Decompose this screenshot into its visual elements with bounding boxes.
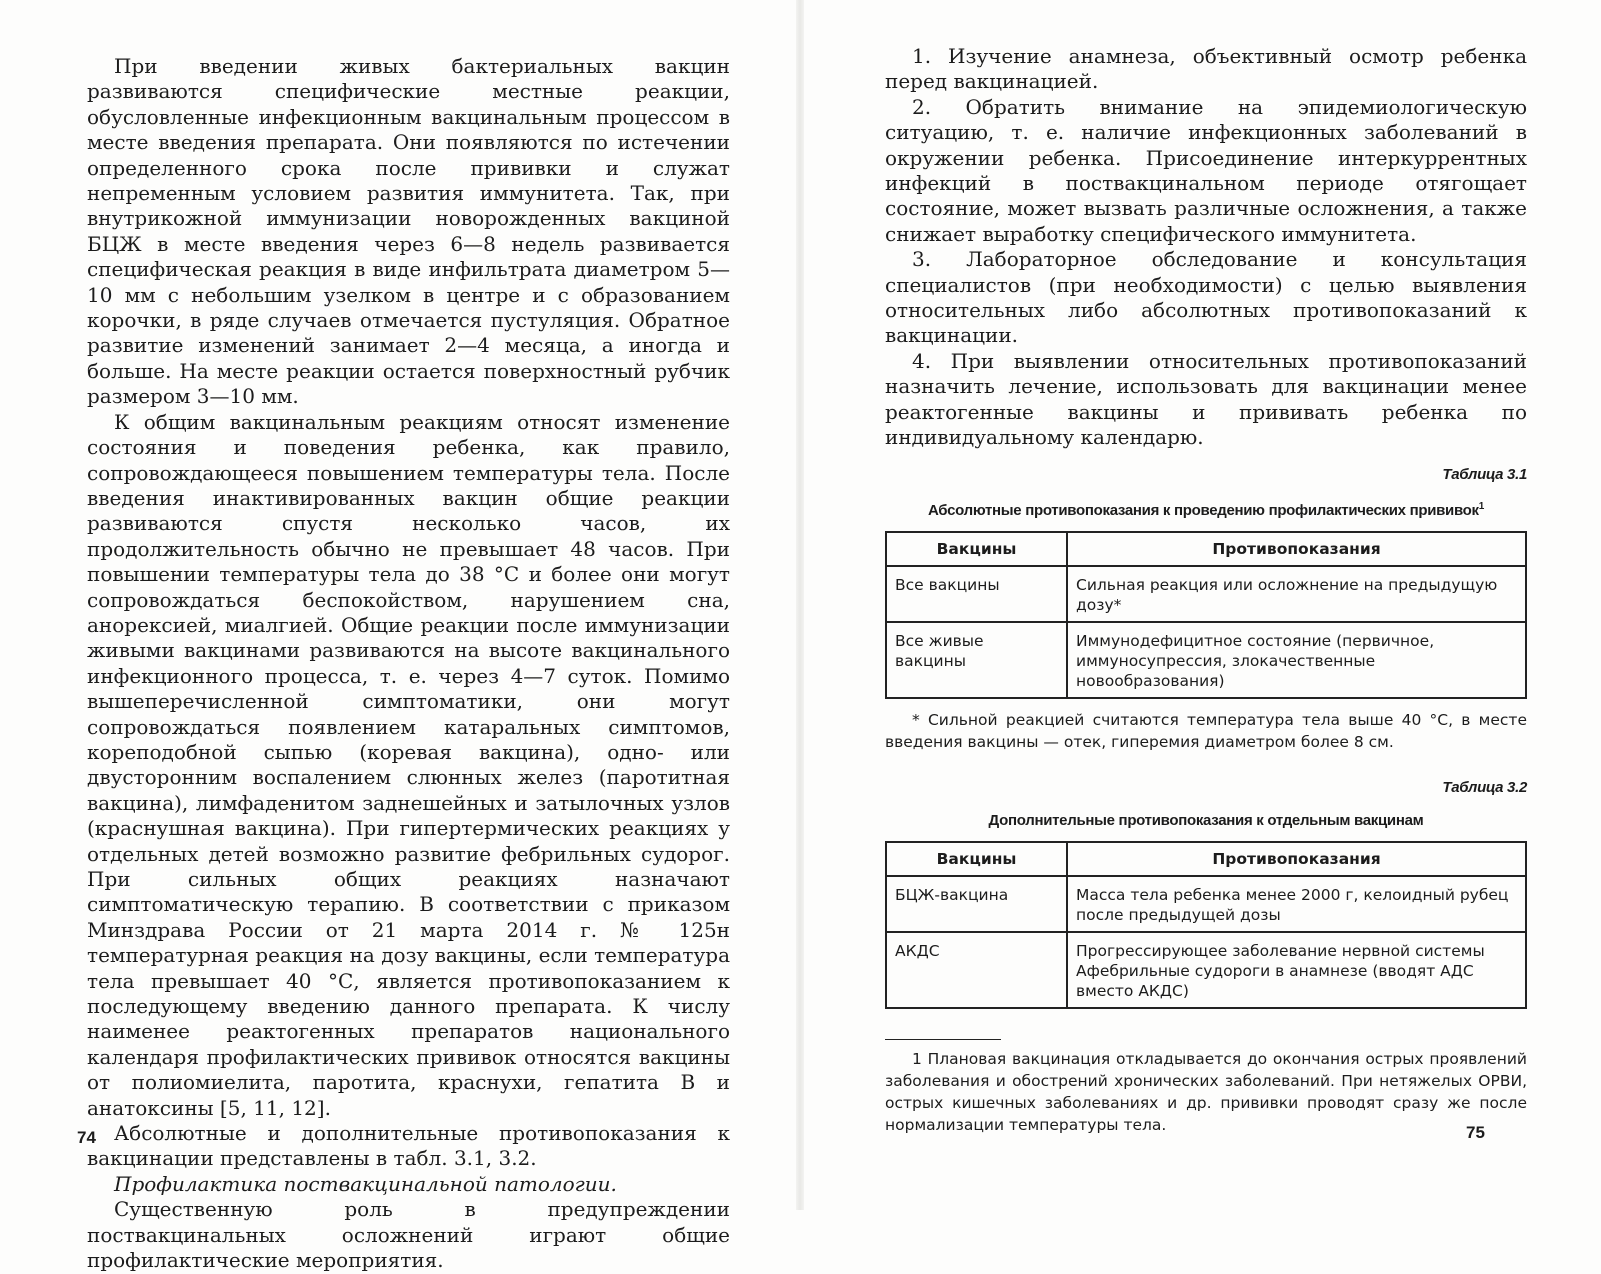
footnote-rule xyxy=(885,1039,1001,1040)
table-title: Дополнительные противопоказания к отдельным вакцинам xyxy=(988,811,1424,829)
list-item: 4. При выявлении относительных противопоказаний назначить лечение, использовать для вакцинации менее реактогенные вакцины и прививать ребенка по индивидуальному календарю. xyxy=(885,348,1527,450)
page-number: 75 xyxy=(1466,1123,1485,1142)
table-cell: АКДС xyxy=(886,932,1067,1008)
list-item: 2. Обратить внимание на эпидемиологическую ситуацию, т. е. наличие инфекционных заболеваний в окружении ребенка. Присоединение интеркуррентных инфекций в поствакцинальном периоде отягощает состояние, может вызвать различные осложнения, а также снижает выработку специфического иммунитета. xyxy=(885,94,1527,246)
table-row xyxy=(886,622,1526,698)
table-header: Противопоказания xyxy=(1067,842,1526,876)
list-item: 1. Изучение анамнеза, объективный осмотр ребенка перед вакцинацией. xyxy=(885,44,1527,94)
footnote-marker: 1 xyxy=(1478,500,1485,512)
footnote: 1 Плановая вакцинация откладывается до окончания острых проявлений заболевания и обострений хронических заболеваний. При нетяжелых ОРВИ, острых кишечных заболеваниях и др. прививки проводят сразу же после нормализации температуры тела. xyxy=(885,1050,1527,1135)
table-cell: БЦЖ-вакцина xyxy=(886,876,1067,932)
table-title-text: Абсолютные противопоказания к проведению профилактических прививок xyxy=(927,501,1479,519)
table-number: Таблица 3.1 xyxy=(1442,465,1527,483)
table-title xyxy=(885,494,1527,523)
left-text-column xyxy=(87,54,730,1274)
table-cell: Масса тела ребенка менее 2000 г, келоидный рубец после предыдущей дозы xyxy=(1067,876,1526,932)
section-heading: Профилактика поствакцинальной патологии. xyxy=(114,1171,617,1196)
table-cell: Сильная реакция или осложнение на предыдущую дозу* xyxy=(1067,566,1526,622)
left-page xyxy=(0,0,800,1273)
contraindications-table-additional xyxy=(885,841,1527,1009)
paragraph: Абсолютные и дополнительные противопоказания к вакцинации представлены в табл. 3.1, 3.2. xyxy=(87,1121,730,1171)
table-row xyxy=(886,932,1526,1008)
right-page xyxy=(800,0,1601,1210)
table-cell: Все живые вакцины xyxy=(886,622,1067,698)
table-cell: Иммунодефицитное состояние (первичное, иммуносупрессия, злокачественные новообразования) xyxy=(1067,622,1526,698)
table-header: Вакцины xyxy=(886,532,1067,566)
table-row xyxy=(886,566,1526,622)
paragraph: Существенную роль в предупреждении поствакцинальных осложнений играют общие профилактические мероприятия. xyxy=(87,1197,730,1273)
table-header: Вакцины xyxy=(886,842,1067,876)
table-header: Противопоказания xyxy=(1067,532,1526,566)
right-text-column xyxy=(885,44,1527,1136)
table-number: Таблица 3.2 xyxy=(1442,779,1527,797)
table-note: * Сильной реакцией считаются температура тела выше 40 °С, в месте введения вакцины — отек, гиперемия диаметром более 8 см. xyxy=(885,711,1527,752)
page-number: 74 xyxy=(77,1128,96,1147)
table-header-row xyxy=(886,842,1526,876)
paragraph: При введении живых бактериальных вакцин развиваются специфические местные реакции, обусловленные инфекционным вакцинальным процессом в месте введения препарата. Они появляются по истечении определенного срока после прививки и служат непременным условием развития иммунитета. Так, при внутрикожной иммунизации новорожденных вакциной БЦЖ в месте введения через 6—8 недель развивается специфическая реакция в виде инфильтрата диаметром 5—10 мм с небольшим узелком в центре и с образованием корочки, в ряде случаев отмечается пустуляция. Обратное развитие изменений занимает 2—4 месяца, а иногда и больше. На месте реакции остается поверхностный рубчик размером 3—10 мм. xyxy=(87,54,730,409)
table-cell: Все вакцины xyxy=(886,566,1067,622)
table-row xyxy=(886,876,1526,932)
table-cell: Прогрессирующее заболевание нервной системы Афебрильные судороги в анамнезе (вводят АДС вместо АКДС) xyxy=(1067,932,1526,1008)
list-item: 3. Лабораторное обследование и консультация специалистов (при необходимости) с целью выявления относительных либо абсолютных противопоказаний к вакцинации. xyxy=(885,247,1527,348)
table-header-row xyxy=(886,532,1526,566)
paragraph: К общим вакцинальным реакциям относят изменение состояния и поведения ребенка, как правило, сопровождающееся повышением температуры тела. После введения инактивированных вакцин общие реакции развиваются спустя несколько часов, их продолжительность обычно не превышает 48 часов. При повышении температуры тела до 38 °С и более они могут сопровождаться беспокойством, нарушением сна, анорексией, миалгией. Общие реакции после иммунизации живыми вакцинами развиваются на высоте вакцинального инфекционного процесса, т. е. через 4—7 суток. Помимо вышеперечисленной симптоматики, они могут сопровождаться появлением катаральных симптомов, кореподобной сыпью (коревая вакцина), одно- или двусторонним воспалением слюнных желез (паротитная вакцина), лимфаденитом заднешейных и затылочных узлов (краснушная вакцина). При гипертермических реакциях у отдельных детей возможно развитие фебрильных судорог. При сильных общих реакциях назначают симптоматическую терапию. В соответствии с приказом Минздрава России от 21 марта 2014 г. № 125н температурная реакция на дозу вакцины, если температура тела превышает 40 °С, является противопоказанием к последующему введению данного препарата. К числу наименее реактогенных препаратов национального календаря профилактических прививок относятся вакцины от полиомиелита, паротита, краснухи, гепатита В и анатоксины [5, 11, 12]. xyxy=(87,409,730,1120)
contraindications-table-absolute xyxy=(885,531,1527,699)
